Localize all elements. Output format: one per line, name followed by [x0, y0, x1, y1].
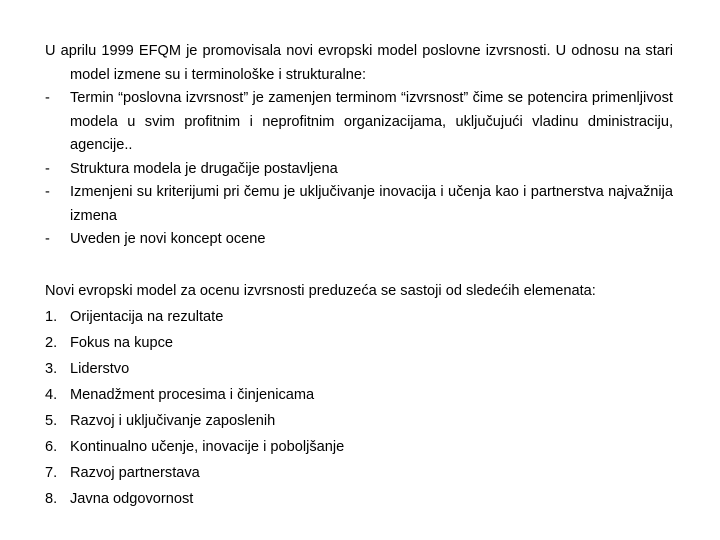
item-number: 3. [45, 360, 58, 377]
item-text: Fokus na kupce [70, 334, 174, 351]
list-item [45, 434, 673, 460]
item-number: 6. [45, 438, 58, 455]
list-item [45, 330, 673, 356]
list-item [45, 304, 673, 330]
bullet-dash: - [45, 184, 50, 200]
item-number: 4. [45, 386, 58, 403]
elements-heading: Novi evropski model za ocenu izvrsnosti preduzeća se sastoji od sledećih elemenata: [45, 282, 596, 299]
bullet-text: Struktura modela je drugačije postavljena [70, 160, 338, 177]
item-number: 8. [45, 490, 58, 507]
list-item [45, 382, 673, 408]
item-number: 5. [45, 412, 58, 429]
list-item [45, 460, 673, 486]
intro-paragraph: U aprilu 1999 EFQM je promovisala novi evropski model poslovne izvrsnosti. U odnosu na stari model izmene su i terminološke i strukturalne: [45, 43, 673, 83]
item-text: Razvoj partnerstava [70, 464, 200, 481]
list-item [45, 228, 673, 252]
changes-list [45, 87, 673, 252]
item-text: Razvoj i uključivanje zaposlenih [70, 412, 276, 429]
item-number: 1. [45, 308, 58, 325]
bullet-dash: - [45, 90, 50, 106]
item-text: Javna odgovornost [70, 490, 194, 507]
item-text: Kontinualno učenje, inovacije i poboljšanje [70, 438, 345, 455]
list-item [45, 181, 673, 228]
document-page [45, 40, 673, 512]
bullet-text: Uveden je novi koncept ocene [70, 231, 266, 247]
list-item [45, 87, 673, 158]
item-text: Orijentacija na rezultate [70, 308, 224, 325]
item-number: 7. [45, 464, 58, 481]
list-item [45, 408, 673, 434]
bullet-text: Termin “poslovna izvrsnost” je zamenjen terminom “izvrsnost” čime se potencira primenljivost modela u svim profitnim i neprofitnim organizacijama, uključujući vladinu dministraciju, agencije.. [70, 90, 673, 153]
bullet-text: Izmenjeni su kriterijumi pri čemu je uključivanje inovacija i učenja kao i partnerstva najvažnija izmena [70, 184, 673, 224]
elements-list [45, 304, 673, 512]
bullet-dash: - [45, 160, 50, 177]
item-text: Liderstvo [70, 360, 130, 377]
list-item [45, 158, 673, 182]
list-item [45, 356, 673, 382]
list-item [45, 486, 673, 512]
bullet-dash: - [45, 231, 50, 247]
elements-section [45, 278, 673, 512]
item-text: Menadžment procesima i činjenicama [70, 386, 315, 403]
item-number: 2. [45, 334, 58, 351]
